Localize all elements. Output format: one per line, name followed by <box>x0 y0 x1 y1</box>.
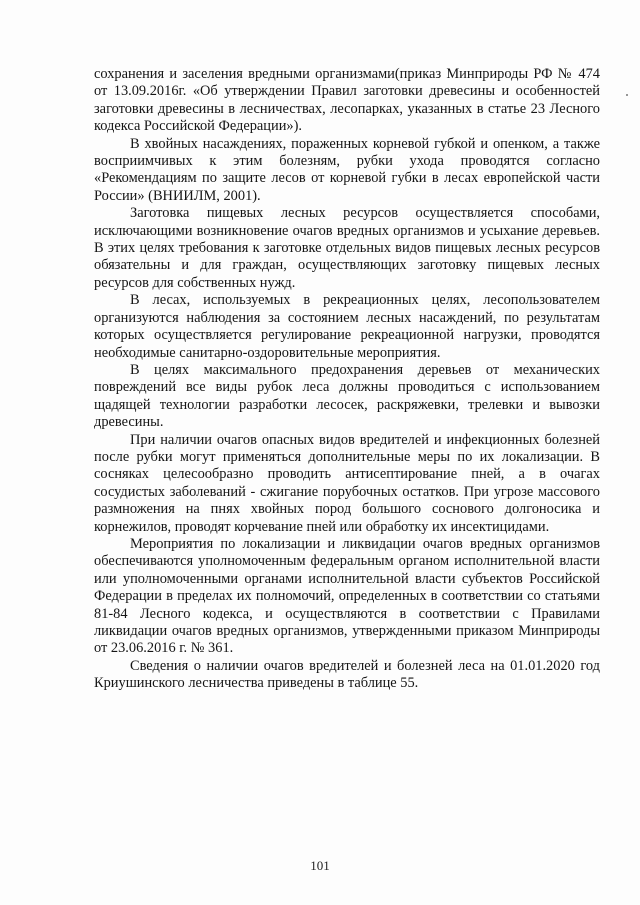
paragraph-table-reference: Сведения о наличии очагов вредителей и болезней леса на 01.01.2020 год Криушинского лесничества приведены в таблице 55. <box>94 657 600 692</box>
paragraph-continuation: сохранения и заселения вредными организмами(приказ Минприроды РФ № 474 от 13.09.2016г. «Об утверждении Правил заготовки древесины и особенностей заготовки древесины в лесничествах, лесопарках, указанных в статье 23 Лесного кодекса Российской Федерации»). <box>94 66 600 135</box>
body-text <box>94 66 600 693</box>
paragraph-damage-prevention: В целях максимального предохранения деревьев от механических повреждений все виды рубок леса должны проводиться с использованием щадящей технологии разработки лесосек, раскряжевки, трелевки и вывозки древесины. <box>94 361 600 431</box>
paragraph-localization-measures: Мероприятия по локализации и ликвидации очагов вредных организмов обеспечиваются уполномоченным федеральным органом исполнительной власти или уполномоченными органами исполнительной власти субъектов Российской Федерации в пределах их полномочий, определенных в соответствии со статьями 81-84 Лесного кодекса, и осуществляются в соответствии с Правилами ликвидации очагов вредных организмов, утвержденными приказом Минприроды от 23.06.2016 г. № 361. <box>94 535 600 657</box>
paragraph-recreation: В лесах, используемых в рекреационных целях, лесопользователем организуются наблюдения за состоянием лесных насаждений, по результатам которых осуществляется регулирование рекреационной нагрузки, проводятся необходимые санитарно-оздоровительные мероприятия. <box>94 292 600 361</box>
paragraph-root-fungus: В хвойных насаждениях, пораженных корневой губкой и опенком, а также восприимчивых к этим болезням, рубки ухода проводятся согласно «Рекомендациям по защите лесов от корневой губки в лесах европейской части России» (ВНИИЛМ, 2001). <box>94 135 600 204</box>
scan-speck <box>626 94 628 96</box>
paragraph-food-resources: Заготовка пищевых лесных ресурсов осуществляется способами, исключающими возникновение очагов вредных организмов и усыхание деревьев. В этих целях требования к заготовке отдельных видов пищевых лесных ресурсов обязательны и для граждан, осуществляющих заготовку пищевых лесных ресурсов для собственных нужд. <box>94 205 600 291</box>
page-number: 101 <box>310 858 330 873</box>
paragraph-pest-measures: При наличии очагов опасных видов вредителей и инфекционных болезней после рубки могут применяться дополнительные меры по их локализации. В сосняках целесообразно проводить антисептирование пней, а в очагах сосудистых заболеваний - сжигание порубочных остатков. При угрозе массового размножения на пнях хвойных пород большого соснового долгоносика и корнежилов, проводят корчевание пней или обработку их инсектицидами. <box>94 431 600 535</box>
